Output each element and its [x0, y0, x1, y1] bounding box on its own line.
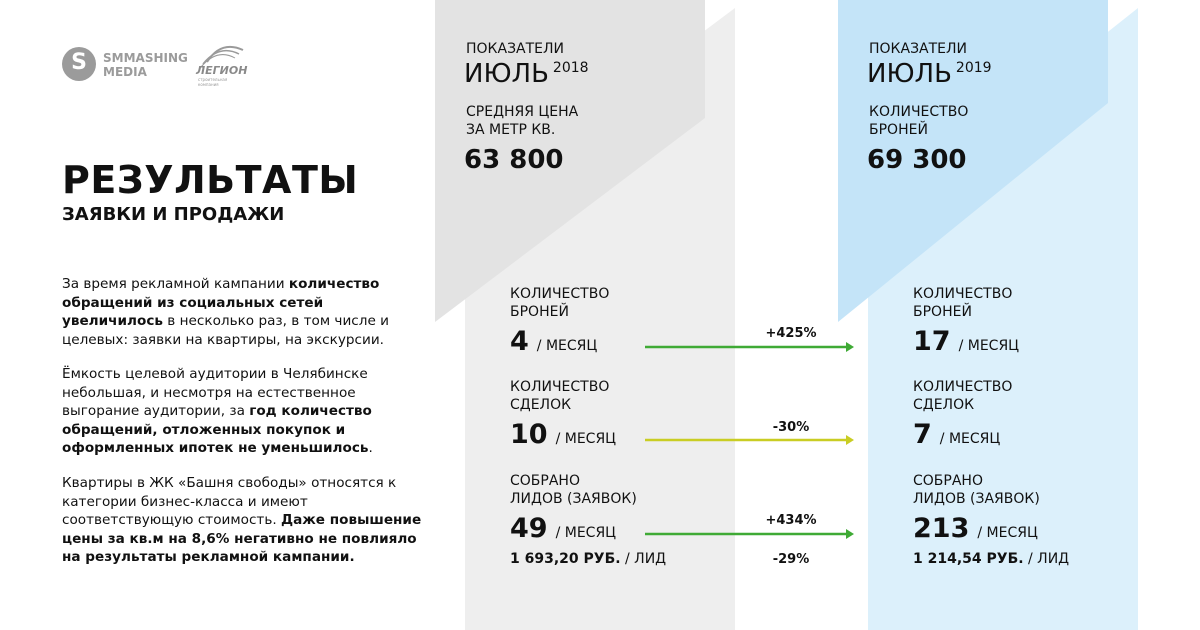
col2019-row1-value: 17 / МЕСЯЦ — [913, 326, 1020, 357]
change-leads: +434% — [765, 513, 817, 528]
page-title: РЕЗУЛЬТАТЫ — [62, 158, 359, 202]
col2019-row1-label: КОЛИЧЕСТВО БРОНЕЙ — [913, 286, 1013, 320]
paragraph-3: Квартиры в ЖК «Башня свободы» относятся к категории бизнес-класса и имеют соответствующую стоимость. Даже повышение цены за кв.м на 8,6% негативно не повлияло на результаты рекламной кампании. — [62, 475, 422, 565]
arrow-bookings-icon — [645, 342, 854, 352]
col2018-metric-label: СРЕДНЯЯ ЦЕНА ЗА МЕТР КВ. — [466, 104, 579, 138]
change-bookings: +425% — [765, 326, 817, 341]
change-deals: -30% — [772, 420, 810, 435]
paragraph-2: Ёмкость целевой аудитории в Челябинске небольшая, и несмотря на естественное выгорание аудитории, за год количество обращений, отложенных покупок и оформленных ипотек не уменьшилось. — [62, 366, 373, 456]
page-subtitle: ЗАЯВКИ И ПРОДАЖИ — [62, 204, 285, 225]
smmashing-logo-icon: S — [62, 47, 96, 81]
col2019-metric-value: 69 300 — [867, 145, 967, 175]
arrow-deals-icon — [645, 435, 854, 445]
col2018-metric-value: 63 800 — [464, 145, 564, 175]
col2019-row2-label: КОЛИЧЕСТВО СДЕЛОК — [913, 379, 1013, 413]
col2019-metric-label: КОЛИЧЕСТВО БРОНЕЙ — [869, 104, 969, 138]
col2018-cost-per-lead: 1 693,20 РУБ. / ЛИД — [510, 551, 667, 567]
col2019-row3-value: 213 / МЕСЯЦ — [913, 513, 1038, 544]
col2019-row3-label: СОБРАНО ЛИДОВ (ЗАЯВОК) — [913, 473, 1040, 507]
col2019-cost-per-lead: 1 214,54 РУБ. / ЛИД — [913, 551, 1070, 567]
col2018-row1-value: 4 / МЕСЯЦ — [510, 326, 598, 357]
paragraph-1: За время рекламной кампании количество обращений из социальных сетей увеличилось в несколько раз, в том числе и целевых: заявки на квартиры, на экскурсии. — [62, 276, 389, 348]
client-name: ЛЕГИОН — [196, 64, 248, 77]
client-tagline: строительная компания — [198, 77, 228, 87]
col2018-label: ПОКАЗАТЕЛИ — [466, 41, 565, 57]
col2018-row1-label: КОЛИЧЕСТВО БРОНЕЙ — [510, 286, 610, 320]
agency-name: SMMASHING MEDIA — [103, 51, 188, 79]
col2019-label: ПОКАЗАТЕЛИ — [869, 41, 968, 57]
arrow-leads-icon — [645, 529, 854, 539]
col2018-row3-label: СОБРАНО ЛИДОВ (ЗАЯВОК) — [510, 473, 637, 507]
col2018-row2-value: 10 / МЕСЯЦ — [510, 419, 617, 450]
col2018-row3-value: 49 / МЕСЯЦ — [510, 513, 617, 544]
col2018-period: ИЮЛЬ $^{2018}$ — [464, 59, 589, 89]
col2018-row2-label: КОЛИЧЕСТВО СДЕЛОК — [510, 379, 610, 413]
change-cost-per-lead: -29% — [772, 552, 810, 567]
col2019-row2-value: 7 / МЕСЯЦ — [913, 419, 1001, 450]
col2019-period: ИЮЛЬ $^{2019}$ — [867, 59, 992, 89]
